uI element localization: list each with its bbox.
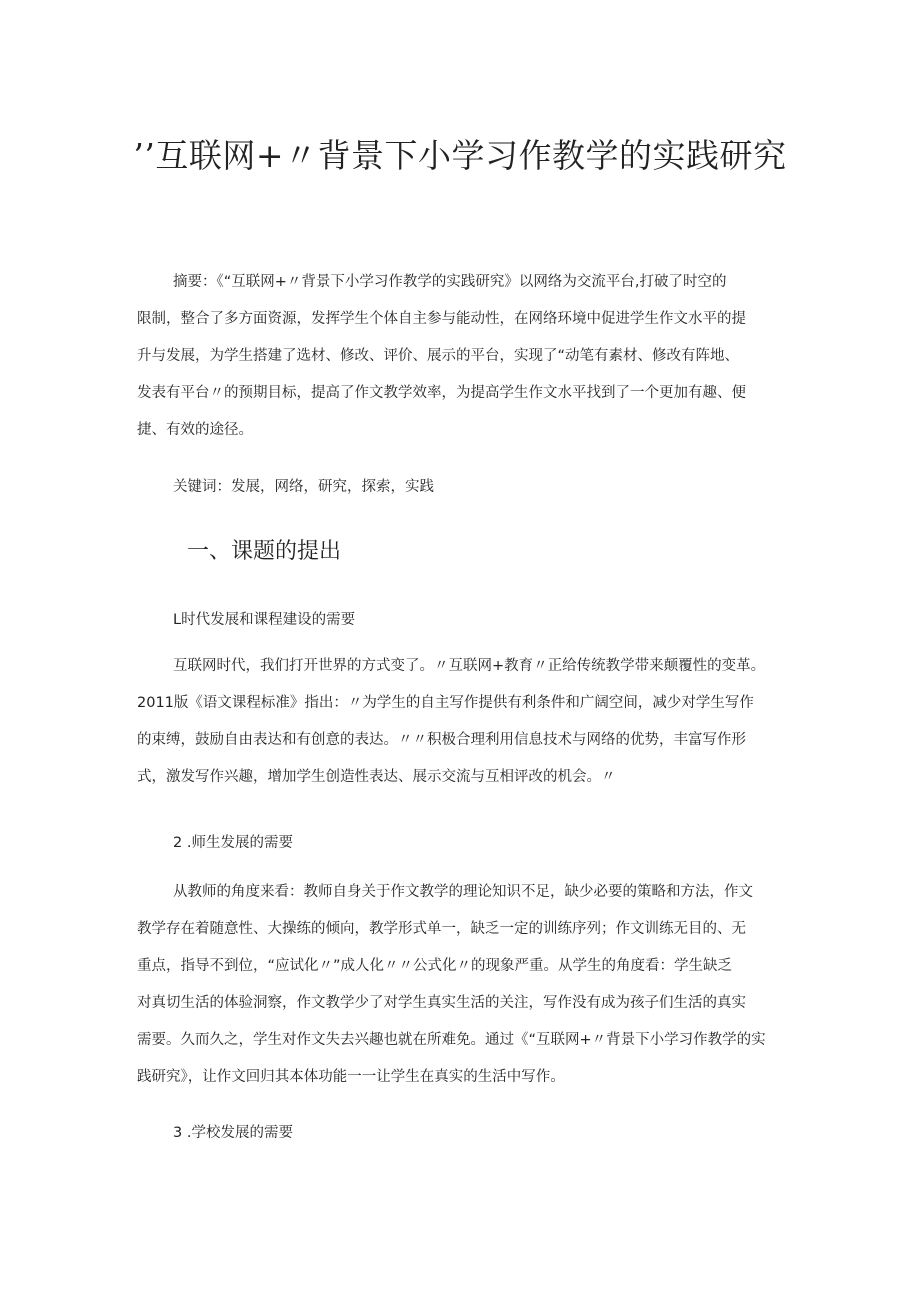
keywords: 关键词：发展，网络，研究，探索，实践 [173, 479, 434, 495]
paragraph-line: 对真切生活的体验洞察，作文教学少了对学生真实生活的关注，写作没有成为孩子们生活的真实 [137, 995, 746, 1011]
paragraph-line: 践研究》，让作文回归其本体功能一一让学生在真实的生活中写作。 [137, 1069, 565, 1085]
paragraph-line: 2011版《语文课程标准》指出：〃为学生的自主写作提供有利条件和广阔空间，减少对学生写作 [137, 695, 754, 711]
paragraph-line: 互联网时代，我们打开世界的方式变了。〃互联网+教育〃正给传统教学带来颠覆性的变革。 [173, 658, 766, 674]
document-title: ’’互联网+〃背景下小学习作教学的实践研究 [133, 136, 787, 175]
abstract-line: 捷、有效的途径。 [137, 422, 253, 438]
paragraph-line: 重点，指导不到位，“应试化〃”成人化〃〃公式化〃的现象严重。从学生的角度看：学生缺乏 [137, 958, 733, 974]
paragraph-line: 教学存在着随意性、大操练的倾向，教学形式单一，缺乏一定的训练序列；作文训练无目的、无 [137, 921, 746, 937]
paragraph-line: 从教师的角度来看：教师自身关于作文教学的理论知识不足，缺少必要的策略和方法，作文 [173, 884, 753, 900]
subsection-heading-3: 3 .学校发展的需要 [173, 1125, 293, 1141]
paragraph-line: 式，激发写作兴趣，增加学生创造性表达、展示交流与互相评改的机会。〃 [137, 769, 616, 785]
subsection-heading-1: L时代发展和课程建设的需要 [173, 612, 356, 628]
abstract-line: 发表有平台〃的预期目标，提高了作文教学效率，为提高学生作文水平找到了一个更加有趣、便 [137, 385, 746, 401]
paragraph-line: 的束缚，鼓励自由表达和有创意的表达。〃〃积极合理利用信息技术与网络的优势，丰富写作形 [137, 732, 746, 748]
subsection-heading-2: 2 .师生发展的需要 [173, 835, 293, 851]
abstract-line: 限制，整合了多方面资源，发挥学生个体自主参与能动性，在网络环境中促进学生作文水平的提 [137, 311, 746, 327]
section-heading: 一、课题的提出 [187, 539, 342, 564]
abstract-line: 摘要：《“互联网+〃背景下小学习作教学的实践研究》以网络为交流平台,打破了时空的 [173, 274, 727, 290]
subsection-1-paragraph [137, 648, 787, 796]
abstract-paragraph [137, 264, 787, 449]
abstract-line: 升与发展，为学生搭建了选材、修改、评价、展示的平台，实现了“动笔有素材、修改有阵地、 [137, 348, 740, 364]
subsection-2-paragraph [137, 874, 787, 1096]
paragraph-line: 需要。久而久之，学生对作文失去兴趣也就在所难免。通过《“互联网+〃背景下小学习作教学的实 [137, 1032, 766, 1048]
